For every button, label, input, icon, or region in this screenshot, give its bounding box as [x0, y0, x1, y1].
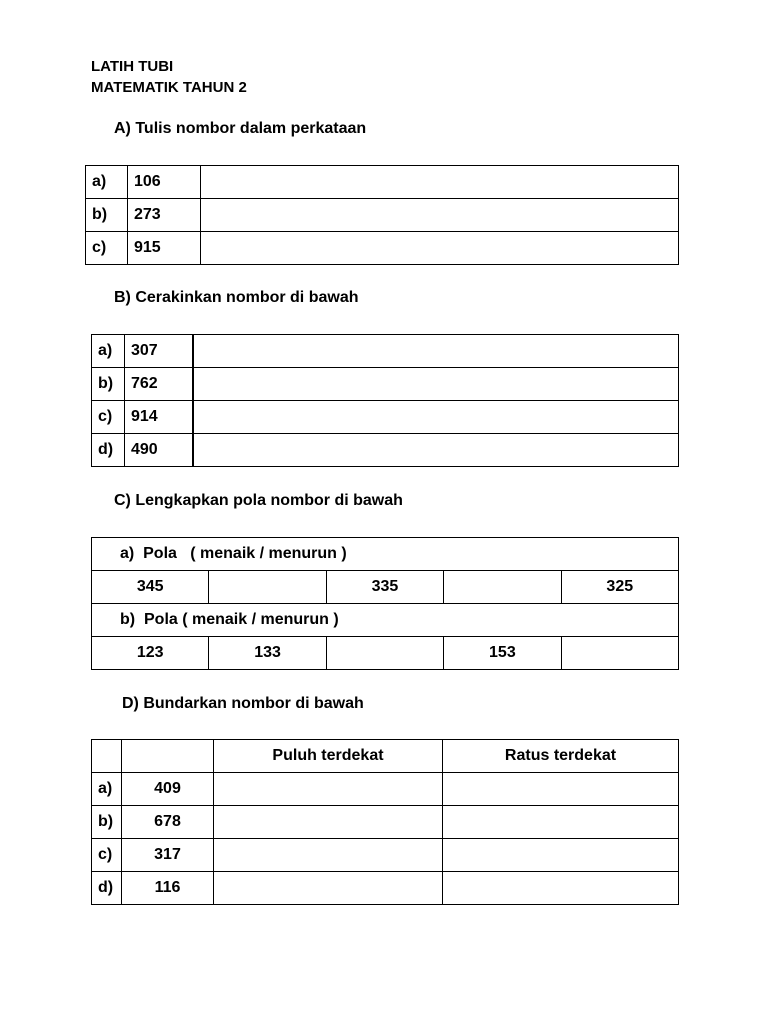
pattern-b-row	[92, 637, 679, 670]
empty-header-cell	[122, 740, 214, 773]
pattern-cell: 345	[92, 571, 209, 604]
answer-cell[interactable]	[201, 166, 679, 199]
pattern-blank-cell[interactable]	[326, 637, 443, 670]
row-label: a)	[92, 773, 122, 806]
table-row	[92, 434, 679, 467]
table-row	[92, 335, 679, 368]
pattern-cell: 335	[326, 571, 443, 604]
row-number: 116	[122, 872, 214, 905]
pattern-a-row	[92, 571, 679, 604]
answer-cell[interactable]	[201, 199, 679, 232]
pattern-cell: 123	[92, 637, 209, 670]
row-number: 273	[128, 199, 201, 232]
row-number: 106	[128, 166, 201, 199]
table-row	[86, 199, 679, 232]
answer-cell[interactable]	[214, 872, 443, 905]
row-label: b)	[86, 199, 128, 232]
answer-cell[interactable]	[214, 773, 443, 806]
row-number: 678	[122, 806, 214, 839]
row-number: 490	[125, 434, 193, 467]
row-label: c)	[86, 232, 128, 265]
row-number: 409	[122, 773, 214, 806]
table-row	[86, 166, 679, 199]
section-d-title: D) Bundarkan nombor di bawah	[122, 695, 364, 712]
row-label: d)	[92, 434, 125, 467]
row-label: a)	[92, 335, 125, 368]
answer-cell[interactable]	[443, 773, 679, 806]
row-number: 914	[125, 401, 193, 434]
column-header-ratus: Ratus terdekat	[443, 740, 679, 773]
pattern-b-header	[92, 604, 679, 637]
table-header-row	[92, 740, 679, 773]
table-row	[86, 232, 679, 265]
section-a-title: A) Tulis nombor dalam perkataan	[114, 120, 367, 137]
section-b-table	[91, 334, 679, 467]
section-c-table	[91, 537, 679, 670]
section-a-table	[85, 165, 679, 265]
answer-cell[interactable]	[201, 232, 679, 265]
worksheet-title: LATIH TUBI	[91, 58, 174, 75]
pattern-a-header	[92, 538, 679, 571]
section-c-title: C) Lengkapkan pola nombor di bawah	[114, 492, 403, 509]
pattern-blank-cell[interactable]	[561, 637, 678, 670]
table-row	[92, 872, 679, 905]
section-d-table	[91, 739, 679, 905]
table-row	[92, 773, 679, 806]
row-number: 915	[128, 232, 201, 265]
answer-cell[interactable]	[214, 839, 443, 872]
empty-header-cell	[92, 740, 122, 773]
pattern-a-label: a) Pola ( menaik / menurun )	[92, 538, 679, 571]
answer-cell[interactable]	[443, 806, 679, 839]
pattern-blank-cell[interactable]	[444, 571, 561, 604]
row-number: 317	[122, 839, 214, 872]
answer-cell[interactable]	[193, 434, 679, 467]
answer-cell[interactable]	[214, 806, 443, 839]
column-header-puluh: Puluh terdekat	[214, 740, 443, 773]
table-row	[92, 806, 679, 839]
row-label: a)	[86, 166, 128, 199]
answer-cell[interactable]	[443, 872, 679, 905]
section-b-title: B) Cerakinkan nombor di bawah	[114, 289, 359, 306]
pattern-blank-cell[interactable]	[209, 571, 326, 604]
row-label: b)	[92, 368, 125, 401]
pattern-cell: 133	[209, 637, 326, 670]
worksheet-subtitle: MATEMATIK TAHUN 2	[91, 79, 247, 96]
row-number: 307	[125, 335, 193, 368]
row-label: d)	[92, 872, 122, 905]
row-label: c)	[92, 401, 125, 434]
pattern-b-label: b) Pola ( menaik / menurun )	[92, 604, 679, 637]
answer-cell[interactable]	[193, 335, 679, 368]
table-row	[92, 839, 679, 872]
row-number: 762	[125, 368, 193, 401]
table-row	[92, 368, 679, 401]
row-label: b)	[92, 806, 122, 839]
pattern-cell: 153	[444, 637, 561, 670]
table-row	[92, 401, 679, 434]
pattern-cell: 325	[561, 571, 678, 604]
answer-cell[interactable]	[193, 401, 679, 434]
row-label: c)	[92, 839, 122, 872]
answer-cell[interactable]	[193, 368, 679, 401]
answer-cell[interactable]	[443, 839, 679, 872]
